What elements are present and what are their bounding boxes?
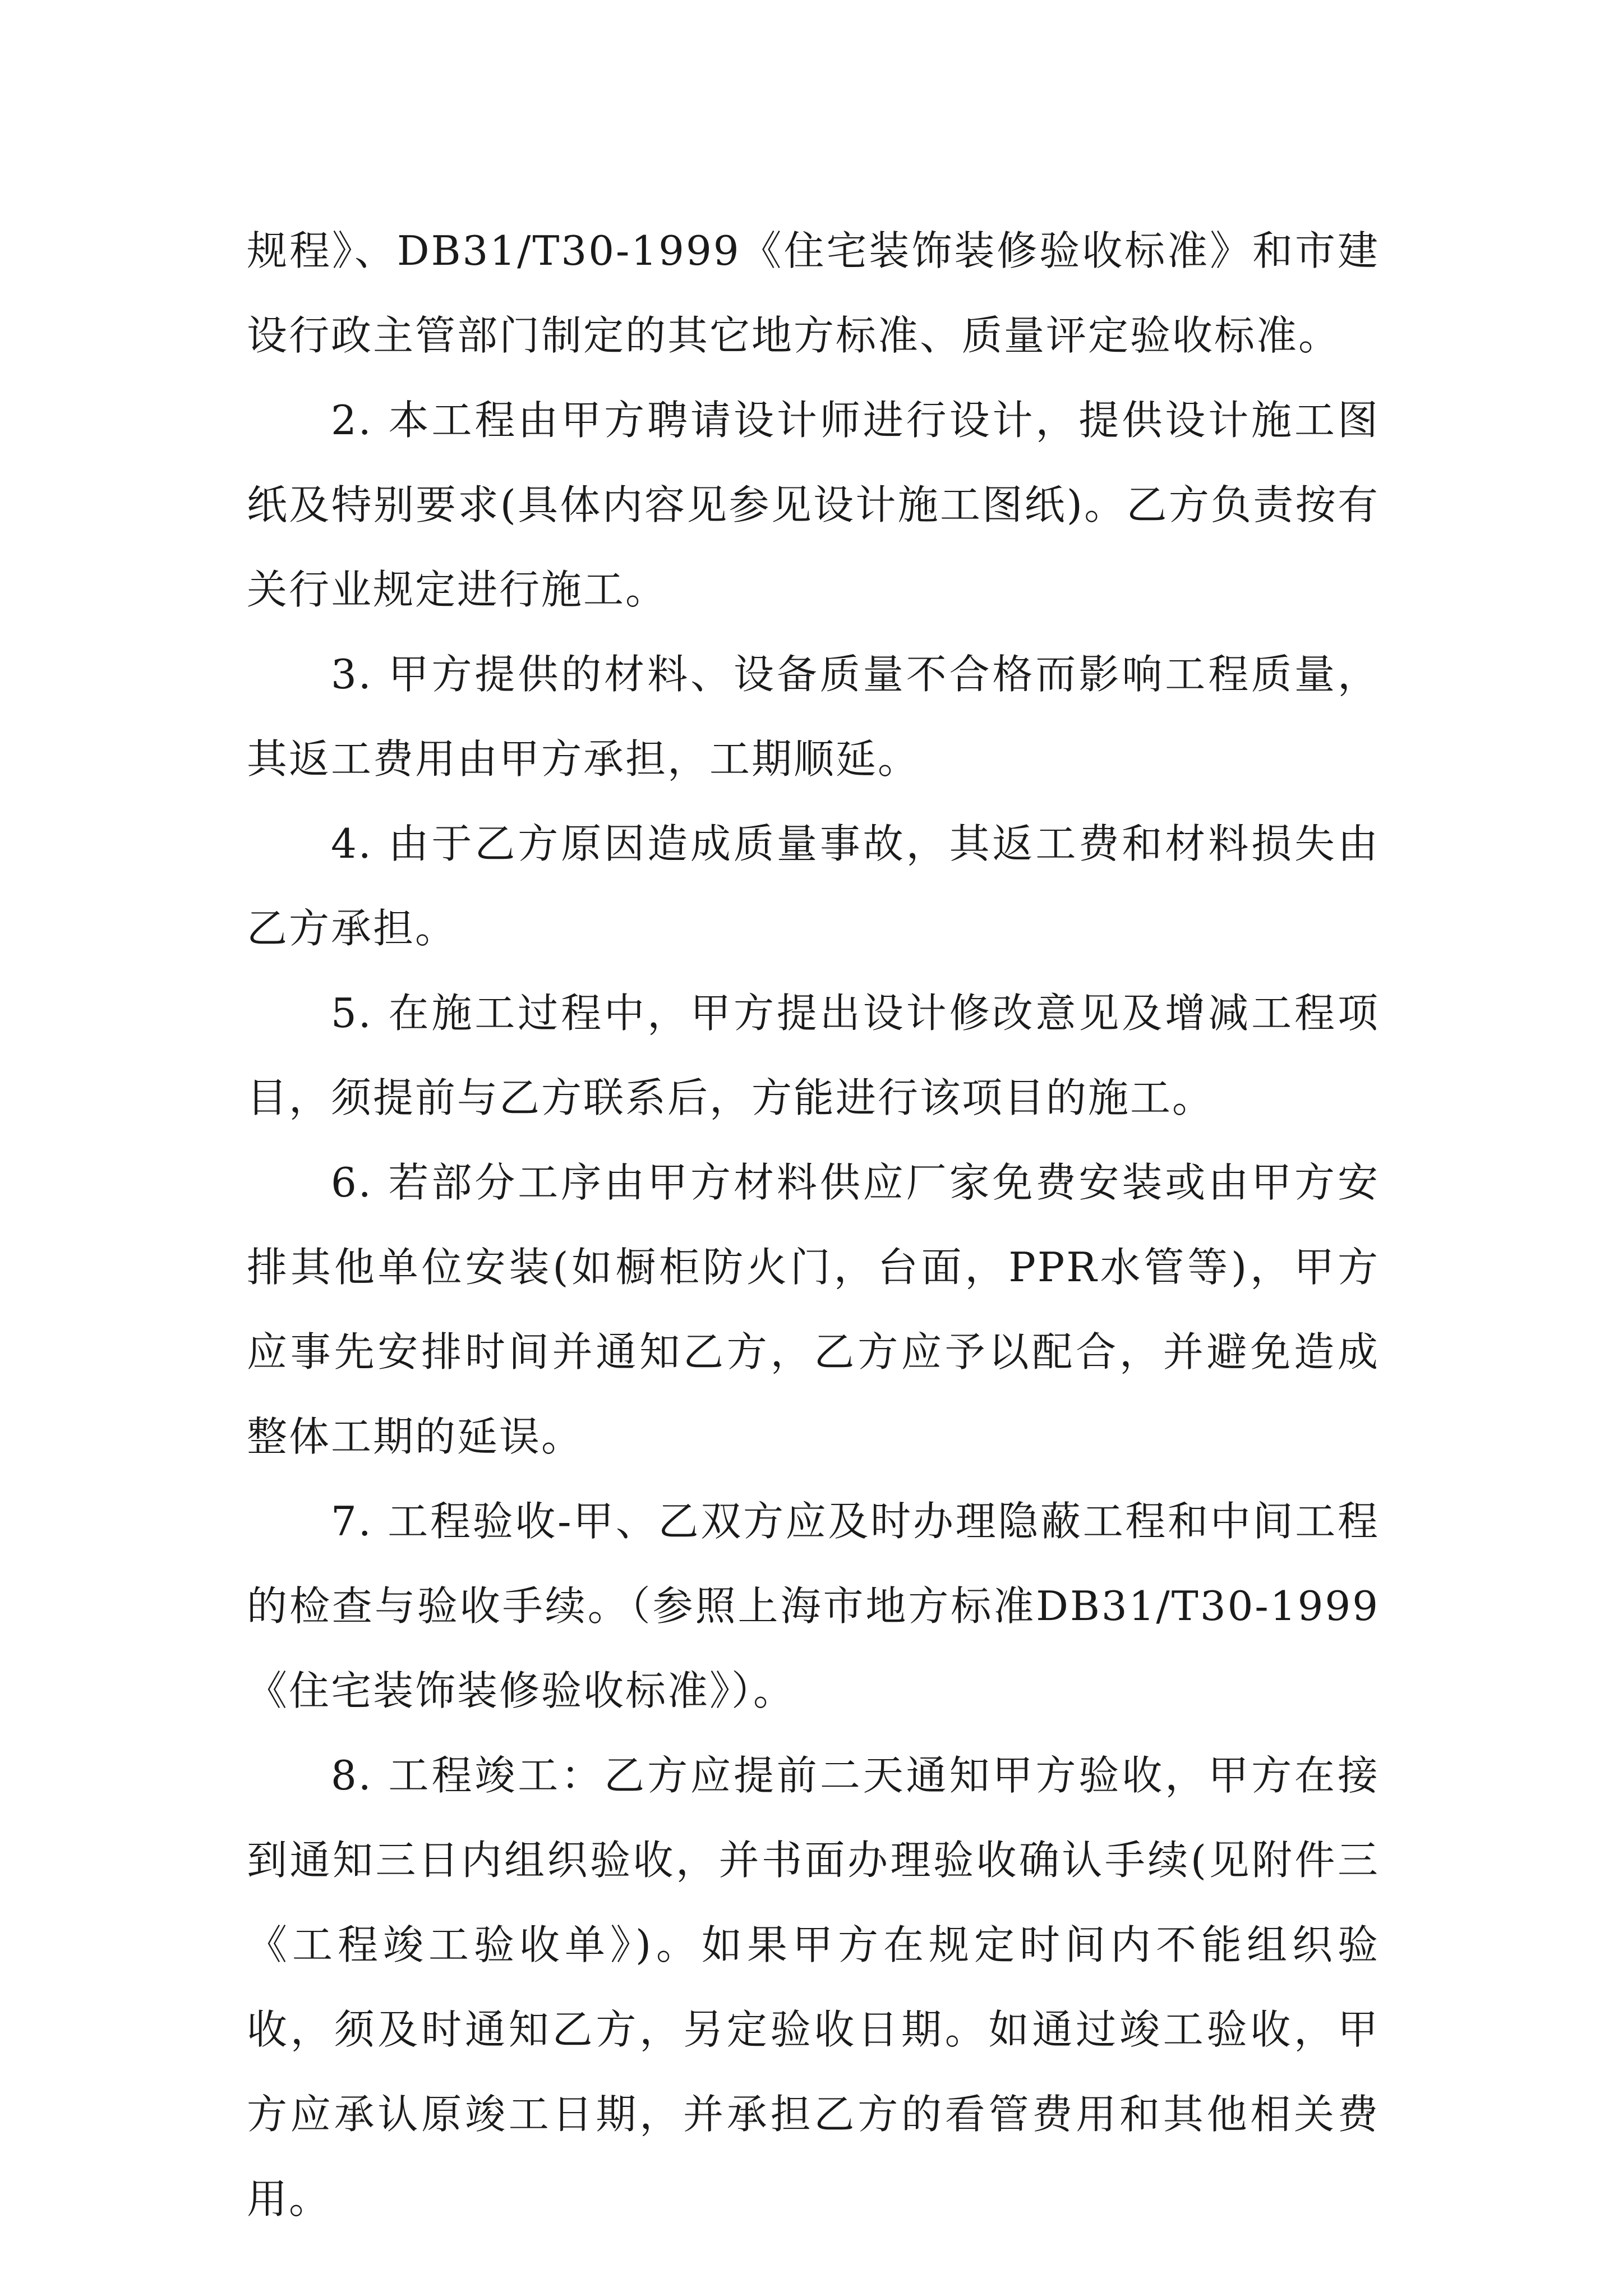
paragraph-item-2: 2. 本工程由甲方聘请设计师进行设计，提供设计施工图纸及特别要求(具体内容见参见设计施工图纸)。乙方负责按有关行业规定进行施工。 [247, 397, 1380, 613]
paragraph-item-6: 6. 若部分工序由甲方材料供应厂家免费安装或由甲方安排其他单位安装(如橱柜防火门，台面，PPR水管等)，甲方应事先安排时间并通知乙方，乙方应予以配合，并避免造成整体工期的延误。 [247, 1159, 1380, 1460]
paragraph-item-5: 5. 在施工过程中，甲方提出设计修改意见及增减工程项目，须提前与乙方联系后，方能进行该项目的施工。 [247, 990, 1380, 1121]
paragraph-item-7: 7. 工程验收-甲、乙双方应及时办理隐蔽工程和中间工程的检查与验收手续。（参照上海市地方标准DB31/T30-1999《住宅装饰装修验收标准》）。 [247, 1498, 1380, 1714]
paragraph-item-4: 4. 由于乙方原因造成质量事故，其返工费和材料损失由乙方承担。 [247, 820, 1380, 952]
document-body [247, 209, 1380, 2242]
paragraph-item-3: 3. 甲方提供的材料、设备质量不合格而影响工程质量，其返工费用由甲方承担，工期顺延。 [247, 651, 1380, 783]
paragraph-continuation: 规程》、DB31/T30-1999《住宅装饰装修验收标准》和市建设行政主管部门制定的其它地方标准、质量评定验收标准。 [247, 227, 1380, 359]
paragraph-item-8: 8. 工程竣工：乙方应提前二天通知甲方验收，甲方在接到通知三日内组织验收，并书面办理验收确认手续(见附件三《工程竣工验收单》)。如果甲方在规定时间内不能组织验收，须及时通知乙方，另定验收日期。如通过竣工验收，甲方应承认原竣工日期，并承担乙方的看管费用和其他相关费用。 [247, 1752, 1380, 2223]
